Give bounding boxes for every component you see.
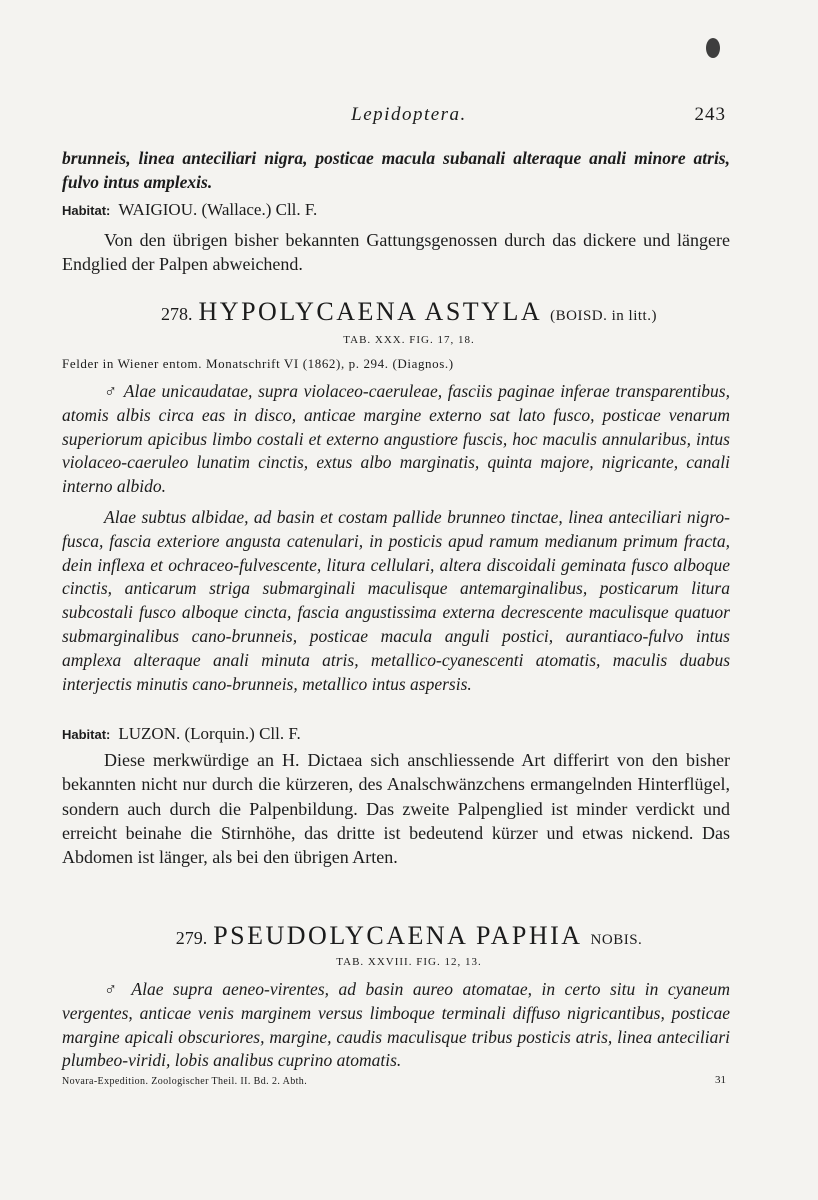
species-278-desc-upper: [62, 380, 730, 499]
species-279-desc: [62, 978, 730, 1073]
species-name: PSEUDOLYCAENA PAPHIA: [213, 921, 583, 950]
footer-publication: Novara-Expedition. Zoologischer Theil. II. Bd. 2. Abth.: [62, 1076, 308, 1087]
male-symbol-icon: ♂: [104, 381, 119, 401]
male-symbol-icon: ♂: [104, 979, 123, 999]
intro-german: Von den übrigen bisher bekannten Gattungsgenossen durch das dickere und längere Endglied der Palpen abweichend.: [62, 230, 730, 275]
plate-reference: TAB. XXX. FIG. 17, 18.: [343, 334, 475, 346]
species-279-heading: [0, 921, 818, 951]
literature-reference: Felder in Wiener entom. Monatschrift VI (1862), p. 294. (Diagnos.): [62, 356, 454, 371]
footer-signature: 31: [715, 1074, 726, 1086]
habitat-value: LUZON. (Lorquin.) Cll. F.: [118, 724, 301, 743]
species-278-habitat: [62, 724, 730, 744]
desc-upper-text: Alae unicaudatae, supra violaceo-caeruleae, fasciis paginae inferae transparentibus, atomis albis circa eas in disco, anticae margine externo sat lato fusco, posticae venarum superiorum apicibus limbo costali et externo angustiore fuscis, hoc maculis annularibus, intus violaceo-caeruleo lunatim cinctis, extus albo marginatis, quinta majore, nigricante, canali interno albido.: [62, 381, 730, 497]
species-278-desc-under: Alae subtus albidae, ad basin et costam pallide brunneo tinctae, linea anteciliari nigro-fusca, fascia exteriore angusta catenulari, in posticis apud ramum medianum primum fracta, dein inflexa et ochraceo-fulvescente, litura cellulari, altera discoidali geminata fusco alboque cinctis, anticarum striga submarginali maculisque antemarginalibus, posticarum litura subcostali fusco alboque cincta, fascia angustissima externa decrescente maculisque quatuor submarginalibus cano-brunneis, posticae macula anguli postici, aurantiaco-fulvo intus amplexa alteraque anali minuta atris, metallico-cyanescenti atomatis, maculis duabus interjectis minutis cano-brunneis, metallico intus aspersis.: [62, 507, 730, 694]
species-278-heading: [0, 297, 818, 327]
page-number: 243: [694, 104, 726, 125]
desc-text: Alae supra aeneo-virentes, ad basin aureo atomatae, in certo situ in cyaneum vergentes, anticae venis marginem versus limboque terminali diffuso nigricantibus, posticae margine apicali obscuriores, margine, caudis maculisque tribus posticis atris, linea anteciliari plumbeo-viridi, lobis analibus cuprino atomatis.: [62, 979, 731, 1071]
species-author: (BOISD. in litt.): [550, 308, 657, 324]
habitat-value: WAIGIOU. (Wallace.) Cll. F.: [118, 200, 318, 219]
intro-habitat: [62, 200, 730, 220]
species-278-german: Diese merkwürdige an H. Dictaea sich anschliessende Art differirt von den bisher bekannten nicht nur durch die kürzeren, des Analschwänzchens ermangelnden Hinterflügel, sondern auch durch die Palpenbildung. Das zweite Palpenglied ist minder verdickt und erreicht beinahe die Stirnhöhe, das dritte ist bedeutend kürzer und etwas nickend. Das Abdomen ist länger, als bei den übrigen Arten.: [62, 750, 730, 868]
intro-latin: brunneis, linea anteciliari nigra, posticae macula subanali alteraque anali minore atris, fulvo intus amplexis.: [62, 148, 730, 192]
habitat-label: Habitat:: [62, 203, 111, 218]
species-number: 278.: [161, 304, 193, 324]
plate-reference: TAB. XXVIII. FIG. 12, 13.: [336, 956, 482, 968]
species-name: HYPOLYCAENA ASTYLA: [198, 297, 543, 326]
species-number: 279.: [175, 928, 208, 948]
habitat-label: Habitat:: [62, 727, 111, 742]
ink-spot: [706, 38, 720, 58]
species-author: NOBIS.: [590, 932, 643, 948]
running-title: Lepidoptera.: [351, 104, 467, 125]
